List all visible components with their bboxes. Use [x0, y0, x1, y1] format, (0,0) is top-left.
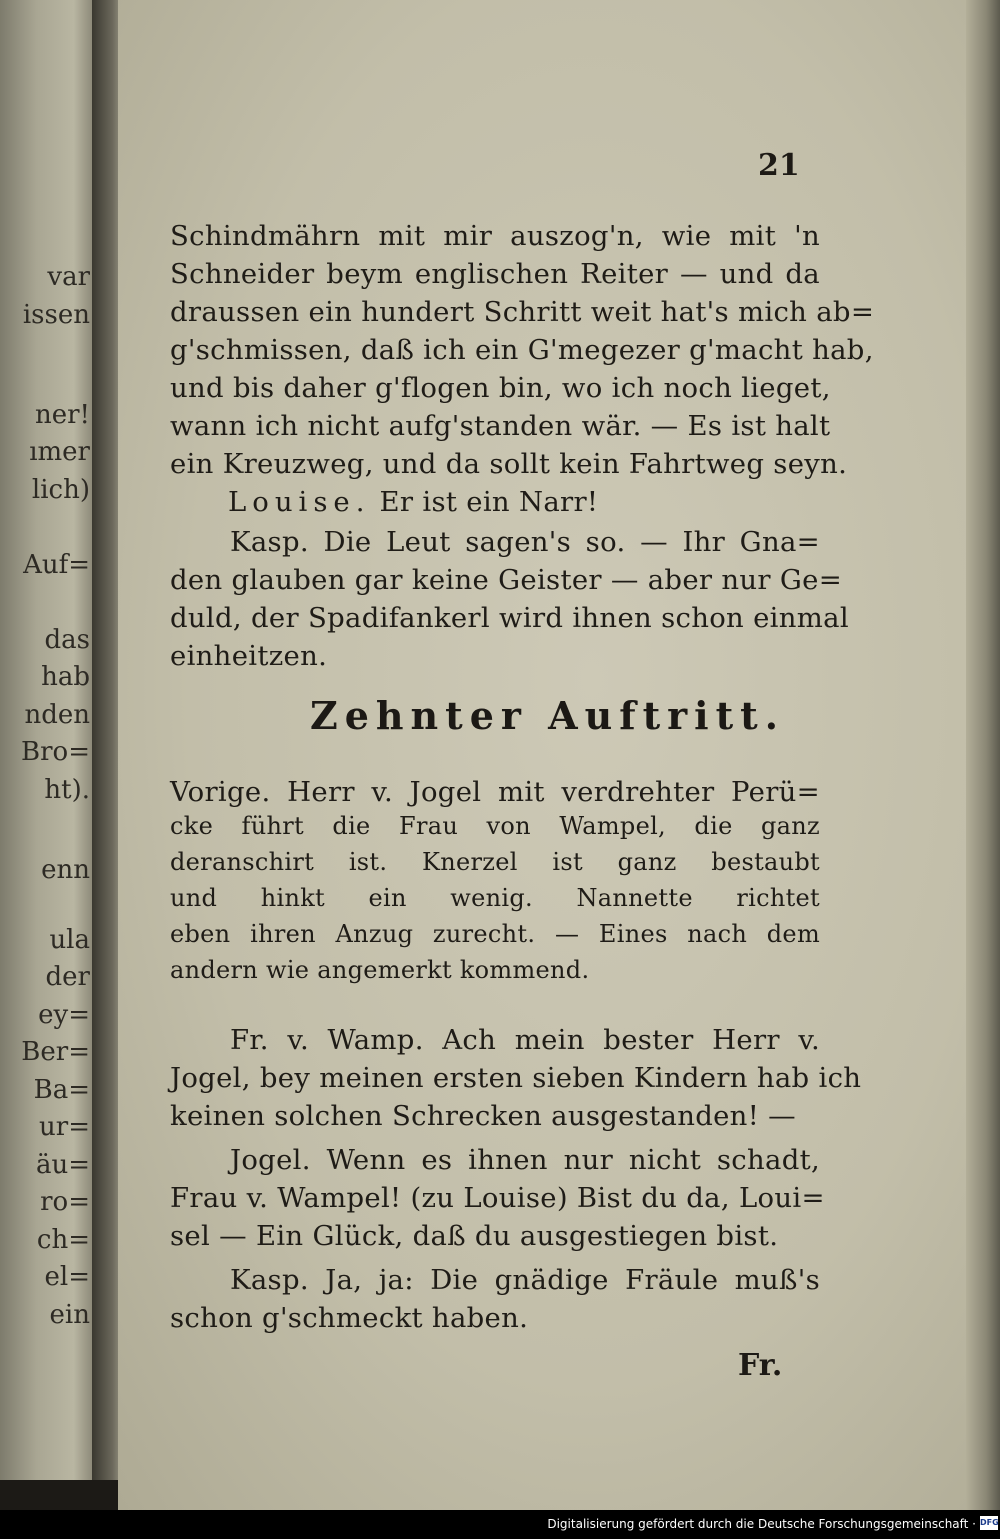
speaker-name: Louise. — [228, 486, 371, 518]
left-page-fragment: enn — [41, 855, 90, 885]
dialogue-line: Frau v. Wampel! (zu Louise) Bist du da, Loui= — [170, 1182, 825, 1214]
left-page-fragment: hab — [41, 662, 90, 692]
text-line: den glauben gar keine Geister — aber nur Ge= — [170, 564, 843, 596]
left-page-fragment: ey= — [38, 1000, 90, 1030]
left-page-fragment: ro= — [40, 1187, 90, 1217]
page-number: 21 — [758, 148, 800, 183]
text-line: und bis daher g'flogen bin, wo ich noch lieget, — [170, 372, 831, 404]
left-page-fragment: ula — [49, 925, 90, 955]
catchword: Fr. — [738, 1348, 783, 1383]
dfg-logo-icon[interactable]: DFG — [980, 1516, 998, 1530]
right-page-edge — [966, 0, 1000, 1510]
dialogue-line: keinen solchen Schrecken ausgestanden! — — [170, 1100, 796, 1132]
stage-direction-line: eben ihren Anzug zurecht. — Eines nach dem — [170, 920, 820, 948]
stage-direction-line: deranschirt ist. Knerzel ist ganz bestaubt — [170, 848, 820, 876]
dialogue-line: Jogel, bey meinen ersten sieben Kindern hab ich — [170, 1062, 862, 1094]
dialogue-line: schon g'schmeckt haben. — [170, 1302, 529, 1334]
text-line: duld, der Spadifankerl wird ihnen schon einmal — [170, 602, 849, 634]
left-page-fragment: lich) — [31, 475, 90, 505]
left-page-fragment: Auf= — [23, 550, 90, 580]
text-line: einheitzen. — [170, 640, 328, 672]
left-page-fragment: ur= — [39, 1112, 90, 1142]
stage-direction-line: Vorige. Herr v. Jogel mit verdrehter Perü= — [170, 776, 820, 808]
louise-line — [228, 486, 598, 518]
text-line: Schindmährn mit mir auszog'n, wie mit 'n — [170, 220, 820, 252]
footer-bar — [0, 1510, 1000, 1539]
dialogue-line: Kasp. Ja, ja: Die gnädige Fräule muß's — [230, 1264, 820, 1296]
left-page-fragment: Ber= — [21, 1037, 90, 1067]
stage-direction-line: cke führt die Frau von Wampel, die ganz — [170, 812, 820, 840]
left-page-fragment: äu= — [35, 1150, 90, 1180]
left-page-fragment: ht). — [44, 775, 90, 805]
dialogue-line: Fr. v. Wamp. Ach mein bester Herr v. — [230, 1024, 820, 1056]
text-line: Schneider beym englischen Reiter — und da — [170, 258, 820, 290]
left-page-fragment: ein — [49, 1300, 90, 1330]
left-page-fragment: ımer — [29, 437, 90, 467]
dialogue-line: sel — Ein Glück, daß du ausgestiegen bist. — [170, 1220, 779, 1252]
left-page-fragment: der — [45, 962, 90, 992]
left-page-strip — [0, 0, 92, 1480]
text-line: g'schmissen, daß ich ein G'megezer g'macht hab, — [170, 334, 874, 366]
speech-text: Er ist ein Narr! — [379, 486, 599, 518]
left-page-fragment: ner! — [34, 400, 90, 430]
stage-direction-line: und hinkt ein wenig. Nannette richtet — [170, 884, 820, 912]
text-line: wann ich nicht aufg'standen wär. — Es ist halt — [170, 410, 831, 442]
text-line: Kasp. Die Leut sagen's so. — Ihr Gna= — [230, 526, 820, 558]
left-page-fragment: issen — [22, 300, 90, 330]
scene-heading: Zehnter Auftritt. — [310, 693, 785, 738]
footer-credit: Digitalisierung gefördert durch die Deutsche Forschungsgemeinschaft · — [547, 1517, 976, 1531]
left-page-fragment: ch= — [36, 1225, 90, 1255]
left-page-fragment: Bro= — [21, 737, 90, 767]
left-page-fragment: Ba= — [33, 1075, 90, 1105]
left-page-fragment: var — [47, 262, 90, 292]
left-page-fragment: das — [44, 625, 90, 655]
text-line: ein Kreuzweg, und da sollt kein Fahrtweg seyn. — [170, 448, 848, 480]
left-page-fragment: el= — [44, 1262, 90, 1292]
text-line: draussen ein hundert Schritt weit hat's mich ab= — [170, 296, 875, 328]
left-page-fragment: nden — [24, 700, 90, 730]
dialogue-line: Jogel. Wenn es ihnen nur nicht schadt, — [230, 1144, 820, 1176]
stage-direction-line: andern wie angemerkt kommend. — [170, 956, 590, 984]
